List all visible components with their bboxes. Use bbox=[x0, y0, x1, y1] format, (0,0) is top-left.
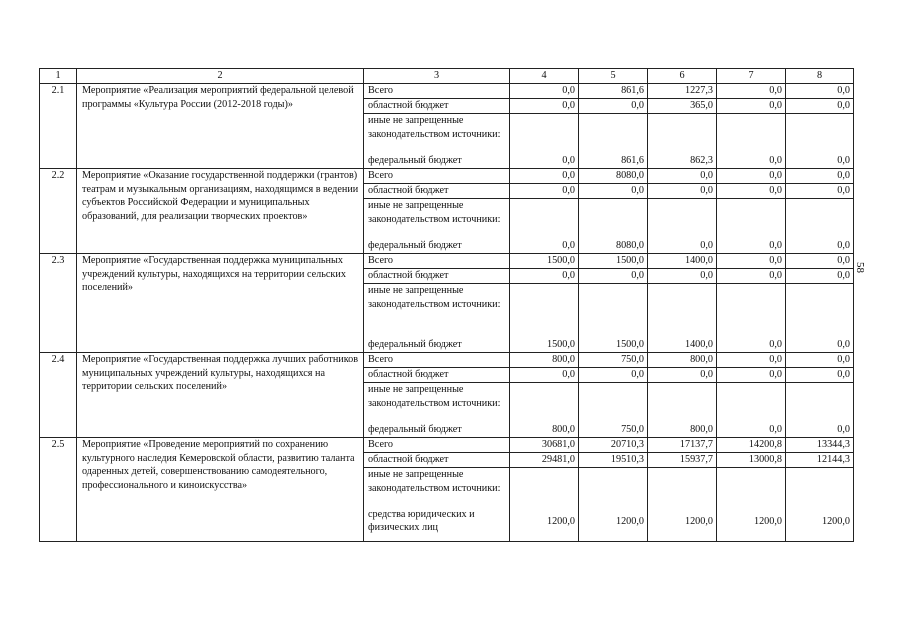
value-column bbox=[786, 84, 853, 168]
value: 0,0 bbox=[837, 155, 850, 166]
value-cell bbox=[510, 84, 579, 169]
header-cell: 1 bbox=[40, 69, 77, 84]
value: 1400,0 bbox=[684, 255, 713, 266]
funding-source-label: Всего bbox=[368, 85, 393, 96]
value: 0,0 bbox=[562, 240, 575, 251]
value: 13344,3 bbox=[816, 439, 850, 450]
funding-sources-cell bbox=[364, 84, 510, 169]
value: 1500,0 bbox=[546, 339, 575, 350]
value: 20710,3 bbox=[610, 439, 644, 450]
value: 19510,3 bbox=[579, 452, 647, 467]
funding-source-label: Всего bbox=[368, 354, 393, 365]
value bbox=[579, 382, 647, 423]
value-cell bbox=[786, 353, 854, 438]
value: 0,0 bbox=[510, 367, 578, 382]
value bbox=[717, 113, 785, 154]
value: 0,0 bbox=[786, 98, 853, 113]
row-number: 2.2 bbox=[40, 169, 77, 254]
value: 17137,7 bbox=[679, 439, 713, 450]
value: 0,0 bbox=[648, 183, 716, 198]
value: 0,0 bbox=[837, 85, 850, 96]
funding-source-label: Всего bbox=[368, 170, 393, 181]
funding-source-label: областной бюджет bbox=[364, 452, 509, 467]
value: 1200,0 bbox=[615, 516, 644, 527]
value bbox=[648, 113, 716, 154]
value: 1500,0 bbox=[546, 255, 575, 266]
value: 0,0 bbox=[837, 424, 850, 435]
value-column bbox=[510, 169, 578, 253]
value-cell bbox=[648, 353, 717, 438]
value-column bbox=[717, 169, 785, 253]
value: 0,0 bbox=[700, 240, 713, 251]
funding-source-label: федеральный бюджет bbox=[368, 240, 462, 251]
value-cell bbox=[717, 438, 786, 542]
funding-sources-cell bbox=[364, 353, 510, 438]
page-number: 58 bbox=[854, 262, 866, 273]
value-column bbox=[786, 169, 853, 253]
value: 1200,0 bbox=[546, 516, 575, 527]
value-column bbox=[510, 438, 578, 536]
value: 0,0 bbox=[837, 354, 850, 365]
value: 0,0 bbox=[562, 170, 575, 181]
value bbox=[510, 467, 578, 508]
value: 29481,0 bbox=[510, 452, 578, 467]
value: 0,0 bbox=[769, 424, 782, 435]
row-number: 2.5 bbox=[40, 438, 77, 542]
value-cell bbox=[579, 254, 648, 353]
value: 0,0 bbox=[579, 183, 647, 198]
value-cell bbox=[786, 438, 854, 542]
funding-sources bbox=[364, 438, 509, 536]
value: 0,0 bbox=[769, 339, 782, 350]
value-column bbox=[717, 438, 785, 536]
value-column bbox=[786, 254, 853, 352]
value: 0,0 bbox=[579, 98, 647, 113]
value: 0,0 bbox=[562, 85, 575, 96]
value-column bbox=[648, 438, 716, 536]
value: 30681,0 bbox=[541, 439, 575, 450]
value-cell bbox=[648, 438, 717, 542]
measure-name: Мероприятие «Оказание государственной поддержки (грантов) театрам и музыкальным организациям, находящимся в ведении субъектов Российской Федерации и муниципальных образований, для реализации творческих проектов» bbox=[77, 169, 364, 254]
value-cell bbox=[648, 254, 717, 353]
value-cell bbox=[579, 438, 648, 542]
value: 0,0 bbox=[769, 170, 782, 181]
funding-source-label: Всего bbox=[368, 255, 393, 266]
value: 0,0 bbox=[769, 354, 782, 365]
value: 8080,0 bbox=[615, 240, 644, 251]
funding-source-label: областной бюджет bbox=[364, 367, 509, 382]
header-cell: 8 bbox=[786, 69, 854, 84]
value-column bbox=[786, 353, 853, 437]
value-cell bbox=[579, 84, 648, 169]
header-cell: 7 bbox=[717, 69, 786, 84]
budget-table bbox=[39, 68, 854, 542]
funding-source-label: федеральный бюджет bbox=[368, 339, 462, 350]
table-row bbox=[40, 254, 854, 353]
funding-sources-cell bbox=[364, 254, 510, 353]
value: 0,0 bbox=[579, 367, 647, 382]
header-cell: 6 bbox=[648, 69, 717, 84]
value-cell bbox=[786, 254, 854, 353]
value bbox=[579, 283, 647, 338]
value bbox=[717, 283, 785, 338]
value-column bbox=[786, 438, 853, 536]
funding-sources bbox=[364, 353, 509, 437]
table-row bbox=[40, 353, 854, 438]
value bbox=[717, 467, 785, 508]
value: 12144,3 bbox=[786, 452, 853, 467]
value-cell bbox=[648, 169, 717, 254]
value-column bbox=[648, 353, 716, 437]
value-column bbox=[648, 254, 716, 352]
value bbox=[786, 198, 853, 239]
value-cell bbox=[786, 84, 854, 169]
value-column bbox=[717, 353, 785, 437]
value-column bbox=[579, 353, 647, 437]
value: 14200,8 bbox=[748, 439, 782, 450]
value bbox=[510, 283, 578, 338]
value: 0,0 bbox=[769, 240, 782, 251]
value: 1200,0 bbox=[753, 516, 782, 527]
value: 0,0 bbox=[562, 155, 575, 166]
value bbox=[579, 198, 647, 239]
value: 0,0 bbox=[648, 268, 716, 283]
funding-source-label: федеральный бюджет bbox=[368, 424, 462, 435]
value: 1227,3 bbox=[684, 85, 713, 96]
value-column bbox=[510, 353, 578, 437]
value: 800,0 bbox=[690, 354, 713, 365]
value: 0,0 bbox=[717, 367, 785, 382]
measure-name: Мероприятие «Государственная поддержка муниципальных учреждений культуры, находящихся на территории сельских поселений» bbox=[77, 254, 364, 353]
value: 0,0 bbox=[837, 170, 850, 181]
value-cell bbox=[510, 254, 579, 353]
value-cell bbox=[717, 353, 786, 438]
table-body bbox=[40, 84, 854, 542]
value bbox=[579, 113, 647, 154]
value bbox=[510, 198, 578, 239]
value: 0,0 bbox=[786, 268, 853, 283]
row-number: 2.1 bbox=[40, 84, 77, 169]
table-row bbox=[40, 438, 854, 542]
funding-source-label: областной бюджет bbox=[364, 268, 509, 283]
value: 800,0 bbox=[690, 424, 713, 435]
value: 0,0 bbox=[837, 339, 850, 350]
value bbox=[786, 382, 853, 423]
value-cell bbox=[579, 169, 648, 254]
header-cell: 2 bbox=[77, 69, 364, 84]
funding-source-label: иные не запрещенные законодательством источники: bbox=[364, 198, 509, 239]
value: 1500,0 bbox=[615, 255, 644, 266]
value: 750,0 bbox=[621, 424, 644, 435]
value: 0,0 bbox=[717, 183, 785, 198]
value bbox=[717, 198, 785, 239]
value-cell bbox=[510, 438, 579, 542]
value-column bbox=[648, 84, 716, 168]
value: 750,0 bbox=[621, 354, 644, 365]
value: 0,0 bbox=[769, 155, 782, 166]
value bbox=[510, 382, 578, 423]
value: 13000,8 bbox=[717, 452, 785, 467]
value: 0,0 bbox=[510, 183, 578, 198]
value: 1400,0 bbox=[684, 339, 713, 350]
value-column bbox=[579, 169, 647, 253]
header-cell: 4 bbox=[510, 69, 579, 84]
header-row bbox=[40, 69, 854, 84]
value: 8080,0 bbox=[615, 170, 644, 181]
funding-sources bbox=[364, 254, 509, 352]
funding-sources-cell bbox=[364, 438, 510, 542]
funding-source-label: областной бюджет bbox=[364, 98, 509, 113]
value-column bbox=[510, 254, 578, 352]
funding-sources-cell bbox=[364, 169, 510, 254]
value: 0,0 bbox=[786, 367, 853, 382]
value bbox=[648, 382, 716, 423]
value-cell bbox=[717, 254, 786, 353]
header-cell: 3 bbox=[364, 69, 510, 84]
value bbox=[579, 467, 647, 508]
value: 1200,0 bbox=[684, 516, 713, 527]
value: 0,0 bbox=[769, 255, 782, 266]
value: 0,0 bbox=[786, 183, 853, 198]
funding-source-label: средства юридических и физических лиц bbox=[368, 509, 475, 533]
measure-name: Мероприятие «Реализация мероприятий федеральной целевой программы «Культура России (2012-2018 годы)» bbox=[77, 84, 364, 169]
value-column bbox=[579, 84, 647, 168]
value bbox=[786, 467, 853, 508]
funding-source-label: иные не запрещенные законодательством источники: bbox=[364, 113, 509, 154]
value: 1500,0 bbox=[615, 339, 644, 350]
table-row bbox=[40, 169, 854, 254]
funding-source-label: Всего bbox=[368, 439, 393, 450]
funding-source-label: областной бюджет bbox=[364, 183, 509, 198]
value: 365,0 bbox=[648, 98, 716, 113]
measure-name: Мероприятие «Проведение мероприятий по сохранению культурного наследия Кемеровской области, развитию таланта одаренных детей, совершенствованию самодеятельного, профессионального и киноискусства» bbox=[77, 438, 364, 542]
value-column bbox=[717, 254, 785, 352]
value bbox=[717, 382, 785, 423]
value-column bbox=[579, 254, 647, 352]
funding-sources bbox=[364, 169, 509, 253]
value: 0,0 bbox=[717, 98, 785, 113]
value-column bbox=[648, 169, 716, 253]
funding-source-label: иные не запрещенные законодательством источники: bbox=[364, 382, 509, 423]
value: 0,0 bbox=[648, 367, 716, 382]
value: 0,0 bbox=[837, 255, 850, 266]
value bbox=[786, 113, 853, 154]
value: 0,0 bbox=[510, 268, 578, 283]
value-cell bbox=[510, 353, 579, 438]
value: 15937,7 bbox=[648, 452, 716, 467]
value: 0,0 bbox=[717, 268, 785, 283]
value: 0,0 bbox=[769, 85, 782, 96]
row-number: 2.4 bbox=[40, 353, 77, 438]
funding-source-label: иные не запрещенные законодательством источники: bbox=[364, 283, 509, 338]
value-column bbox=[510, 84, 578, 168]
value-column bbox=[579, 438, 647, 536]
value: 862,3 bbox=[690, 155, 713, 166]
value: 800,0 bbox=[552, 424, 575, 435]
value: 0,0 bbox=[579, 268, 647, 283]
value: 800,0 bbox=[552, 354, 575, 365]
funding-sources bbox=[364, 84, 509, 168]
value-cell bbox=[717, 84, 786, 169]
value-cell bbox=[579, 353, 648, 438]
value bbox=[648, 283, 716, 338]
value-cell bbox=[648, 84, 717, 169]
value bbox=[648, 467, 716, 508]
value-cell bbox=[717, 169, 786, 254]
value: 1200,0 bbox=[821, 516, 850, 527]
value: 0,0 bbox=[510, 98, 578, 113]
row-number: 2.3 bbox=[40, 254, 77, 353]
measure-name: Мероприятие «Государственная поддержка лучших работников муниципальных учреждений культуры, находящихся на территории сельских поселений» bbox=[77, 353, 364, 438]
value-column bbox=[717, 84, 785, 168]
value bbox=[786, 283, 853, 338]
value: 861,6 bbox=[621, 155, 644, 166]
value: 0,0 bbox=[700, 170, 713, 181]
value bbox=[648, 198, 716, 239]
table-row bbox=[40, 84, 854, 169]
value-cell bbox=[510, 169, 579, 254]
value: 0,0 bbox=[837, 240, 850, 251]
value-cell bbox=[786, 169, 854, 254]
value: 861,6 bbox=[621, 85, 644, 96]
value bbox=[510, 113, 578, 154]
funding-source-label: федеральный бюджет bbox=[368, 155, 462, 166]
header-cell: 5 bbox=[579, 69, 648, 84]
funding-source-label: иные не запрещенные законодательством источники: bbox=[364, 467, 509, 508]
